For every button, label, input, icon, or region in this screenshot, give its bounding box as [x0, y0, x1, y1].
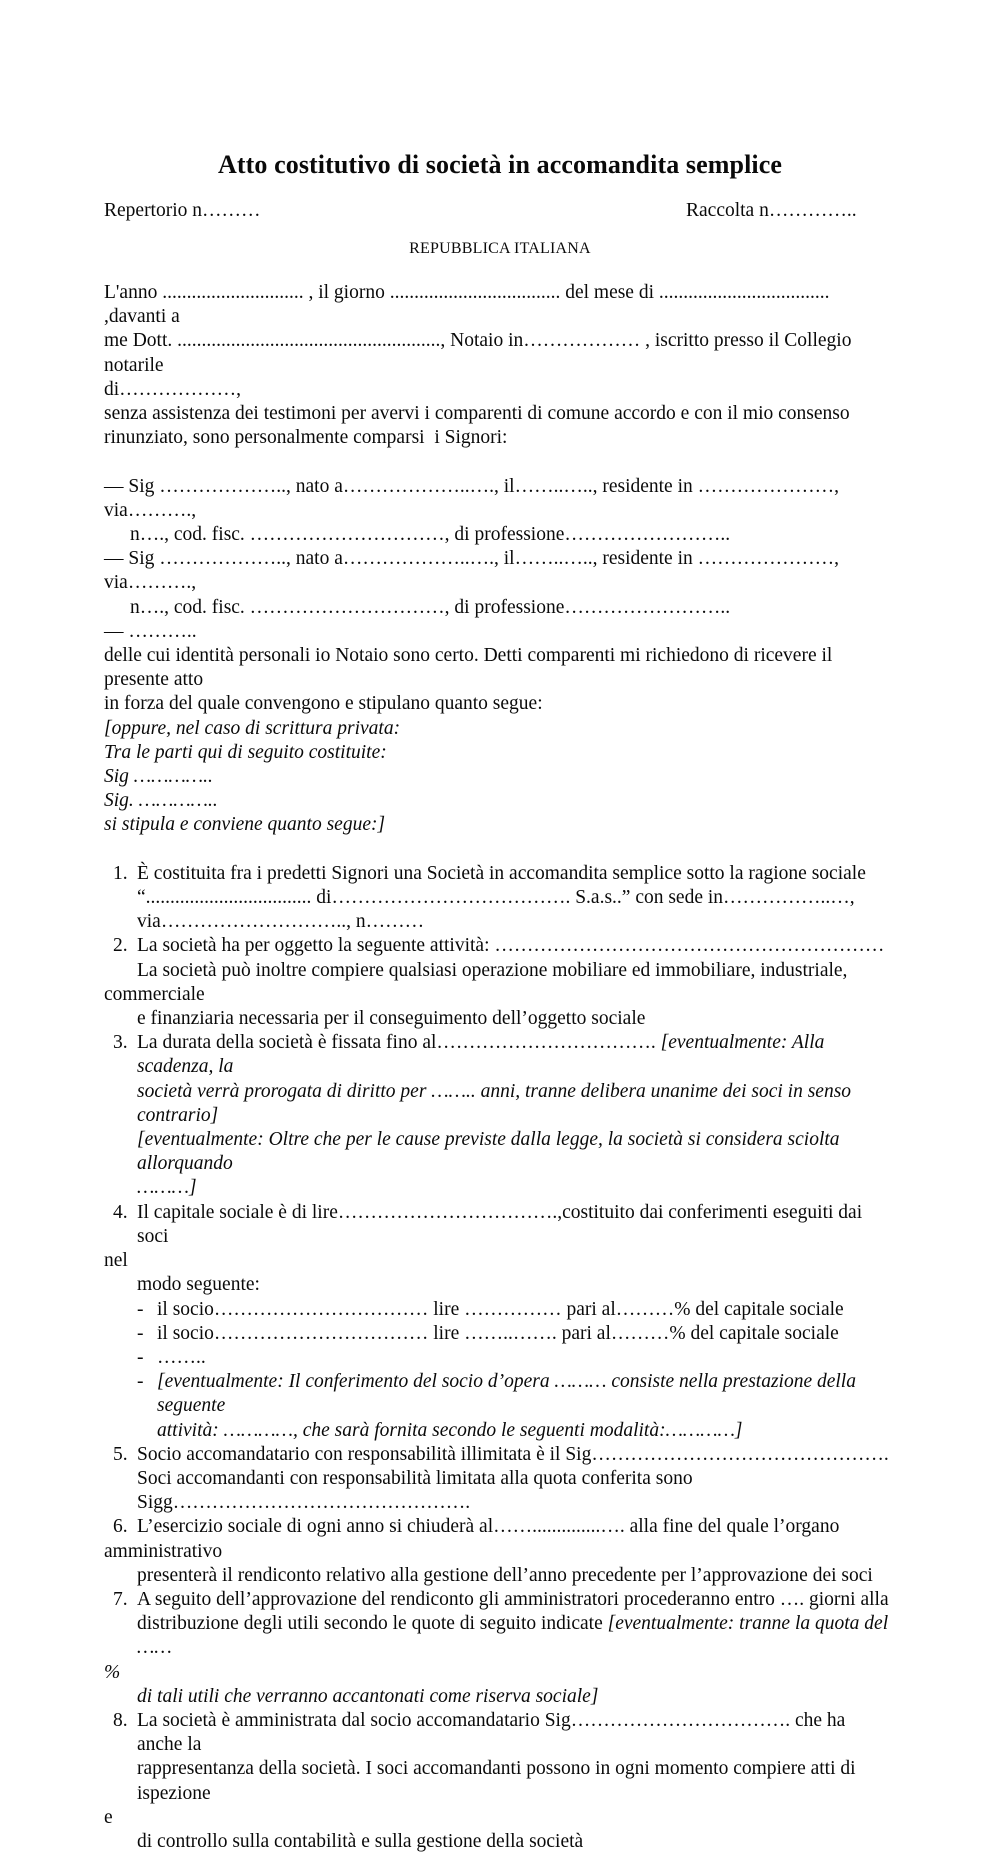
article-continuation-line: Sigg……………………………………….: [137, 1492, 471, 1514]
document-body: [104, 281, 898, 1854]
parties-block: [104, 475, 894, 644]
dash-bullet: -: [137, 1371, 144, 1393]
article-continuation-line: La società può inoltre compiere qualsiasi operazione mobiliare ed immobiliare, industriale,: [137, 959, 848, 981]
article-text: La società ha per oggetto la seguente attività: ……………………………………………………: [137, 935, 885, 957]
article-item: [104, 862, 894, 886]
article-continuation-line: ………]: [137, 1177, 197, 1199]
article-continuation-line: Soci accomandanti con responsabilità limitata alla quota conferita sono: [137, 1467, 693, 1489]
article-number: 7.: [113, 1588, 128, 1610]
article-item: [104, 1709, 894, 1757]
article-number: 6.: [113, 1516, 128, 1538]
article-continuation-line: rappresentanza della società. I soci accomandanti possono in ogni momento compiere atti di ispezione: [137, 1758, 861, 1804]
sub-item-text: ……..: [157, 1346, 206, 1368]
article-text: La società è amministrata dal socio accomandatario Sig……………………………. che ha anche la: [137, 1709, 851, 1756]
party-line: n…., cod. fisc. …………………………, di professione……………………..: [130, 524, 731, 546]
article-number: 1.: [113, 862, 128, 884]
article-continuation-line: [eventualmente: Oltre che per le cause previste dalla legge, la società si considera sciolta allorquando: [137, 1129, 845, 1175]
article-item: [104, 1031, 894, 1079]
article-text: La durata della società è fissata fino al……………………………. [eventualmente: Alla scadenza, la: [137, 1032, 830, 1078]
dash-bullet: -: [137, 1298, 144, 1320]
article-continuation-line: modo seguente:: [137, 1274, 260, 1296]
article-item: [104, 1443, 894, 1467]
article-sub-item: [104, 1322, 894, 1346]
article-number: 4.: [113, 1201, 128, 1223]
articles-list: [104, 862, 898, 1854]
article-item: [104, 1201, 894, 1249]
dash-bullet: -: [137, 1346, 144, 1368]
party-line: — Sig ……………….., nato a………………..…., il……..….., residente in …………………,: [104, 475, 840, 497]
private-deed-line: si stipula e conviene quanto segue:]: [104, 814, 386, 836]
party-line: n…., cod. fisc. …………………………, di professione……………………..: [130, 596, 731, 618]
article-continuation-line: e finanziaria necessaria per il conseguimento dell’oggetto sociale: [137, 1008, 646, 1030]
article-text: È costituita fra i predetti Signori una Società in accomandita semplice sotto la ragione sociale: [137, 862, 866, 884]
preamble-line: senza assistenza dei testimoni per avervi i comparenti di comune accordo e con il mio consenso: [104, 403, 850, 425]
article-sub-item: [104, 1298, 894, 1322]
inline-italic-note: [eventualmente: tranne la quota del ……: [137, 1613, 898, 1659]
article-number: 2.: [113, 935, 128, 957]
article-continuation-line: via……………………….., n………: [137, 911, 425, 933]
party-line: via……….,: [104, 499, 197, 521]
party-line: — Sig ……………….., nato a………………..…., il……..….., residente in …………………,: [104, 548, 840, 570]
article-continuation-line: presenterà il rendiconto relativo alla gestione dell’anno precedente per l’approvazione dei soci: [137, 1564, 873, 1586]
sub-item-text: [eventualmente: Il conferimento del socio d’opera ……… consiste nella prestazione della seguente: [157, 1371, 861, 1417]
article-continuation-line: “.................................. di………………………………. S.a.s..” con sede in……………..…,: [137, 887, 855, 909]
preamble-line: me Dott. ......................................................, Notaio in……………… , iscritto presso il Collegio notarile: [104, 330, 857, 376]
article-number: 8.: [113, 1709, 128, 1731]
article-wrap-orphan: %: [104, 1661, 121, 1683]
preamble-line: rinunziato, sono personalmente comparsi i Signori:: [104, 427, 508, 449]
article-wrap-orphan: commerciale: [104, 983, 205, 1005]
article-continuation-line: distribuzione degli utili secondo le quote di seguito indicate [eventualmente: tranne la quota del ……: [137, 1613, 898, 1659]
sub-item-text: il socio…………………………… lire …………… pari al………% del capitale sociale: [157, 1298, 844, 1320]
article-item: [104, 1515, 894, 1539]
article-sub-item: [104, 1370, 894, 1418]
dash-bullet: -: [137, 1322, 144, 1344]
article-wrap-orphan: nel: [104, 1250, 128, 1272]
inline-italic-note: [eventualmente: Alla scadenza, la: [137, 1032, 830, 1078]
private-deed-line: Sig …………..: [104, 766, 213, 788]
article-item: [104, 1588, 894, 1612]
party-line: via……….,: [104, 572, 197, 594]
article-item: [104, 934, 894, 958]
article-continuation-line: di tali utili che verranno accantonati come riserva sociale]: [137, 1685, 599, 1707]
article-continuation-line: società verrà prorogata di diritto per …….. anni, tranne delibera unanime dei soci in senso contrario]: [137, 1080, 856, 1126]
private-deed-line: [oppure, nel caso di scrittura privata:: [104, 717, 401, 739]
article-text: A seguito dell’approvazione del rendiconto gli amministratori procederanno entro …. giorni alla: [137, 1588, 889, 1610]
sub-item-continuation: attività: …………, che sarà fornita secondo le seguenti modalità:…………]: [157, 1419, 743, 1441]
article-number: 5.: [113, 1443, 128, 1465]
article-text: L’esercizio sociale di ogni anno si chiuderà al……..............…. alla fine del quale l’organo: [137, 1516, 840, 1538]
certification-line: in forza del quale convengono e stipulano quanto segue:: [104, 693, 543, 715]
article-text: Socio accomandatario con responsabilità illimitata è il Sig……………………………………….: [137, 1443, 889, 1465]
article-wrap-orphan: amministrativo: [104, 1540, 223, 1562]
party-line: — ………..: [104, 620, 197, 642]
republic-heading: REPUBBLICA ITALIANA: [409, 240, 591, 257]
page-title: Atto costitutivo di società in accomandita semplice: [217, 150, 783, 179]
article-text: Il capitale sociale è di lire…………………………….,costituito dai conferimenti eseguiti dai soci: [137, 1201, 867, 1247]
private-deed-line: Tra le parti qui di seguito costituite:: [104, 741, 387, 763]
sub-item-text: il socio…………………………… lire ……..……. pari al………% del capitale sociale: [157, 1322, 839, 1344]
repertorio-number: Repertorio n………: [104, 200, 261, 221]
article-continuation-line: di controllo sulla contabilità e sulla gestione della società: [137, 1830, 584, 1852]
certification-line: delle cui identità personali io Notaio sono certo. Detti comparenti mi richiedono di ricevere il presente atto: [104, 645, 838, 691]
article-number: 3.: [113, 1032, 128, 1054]
preamble-line: di………………,: [104, 378, 242, 400]
article-sub-item: [104, 1346, 894, 1370]
article-wrap-orphan: e: [104, 1806, 113, 1828]
private-deed-line: Sig. …………..: [104, 790, 218, 812]
preamble-line: L'anno ............................. , il giorno ................................... del mese di ................................... ,davanti a: [104, 282, 835, 328]
raccolta-number: Raccolta n…………..: [686, 200, 857, 221]
